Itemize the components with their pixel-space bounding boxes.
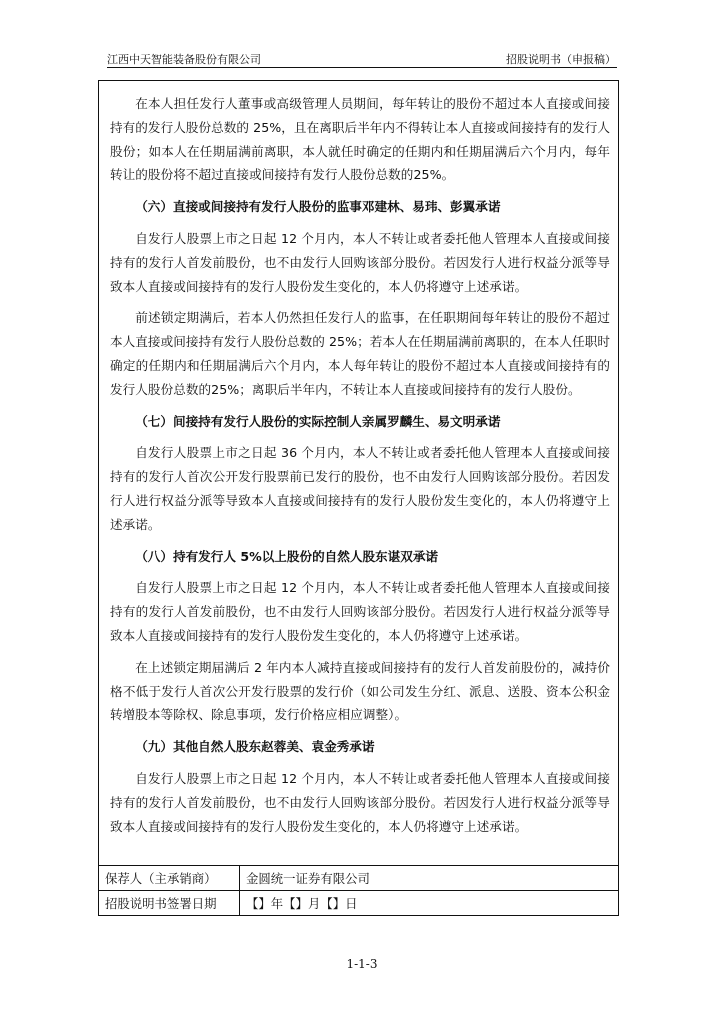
section-heading-9: （九）其他自然人股东赵蓉美、袁金秀承诺 xyxy=(135,739,375,755)
paragraph-7: 自发行人股票上市之日起 12 个月内，本人不转让或者委托他人管理本人直接或间接持有的发行人首发前股份，也不由发行人回购该部分股份。若因发行人进行权益分派等导致本人直接或间接持有的发行人股份发生变化的，本人仍将遵守上述承诺。 xyxy=(110,770,610,834)
info-table xyxy=(98,865,619,916)
section-heading-6: （六）直接或间接持有发行人股份的监事邓建林、易玮、彭翼承诺 xyxy=(135,199,501,215)
paragraph-3: 前述锁定期满后，若本人仍然担任发行人的监事，在任职期间每年转让的股份不超过本人直接或间接持有发行人股份总数的 25%；若本人在任期届满前离职的，在本人任职时确定的任期内和任期届满后六个月内，本人每年转让的股份不超过本人直接或间接持有的发行人股份总数的25%；离职后半年内，不转让本人直接或间接持有的发行人股份。 xyxy=(110,310,611,397)
document-body xyxy=(110,92,610,846)
paragraph-4: 自发行人股票上市之日起 36 个月内，本人不转让或者委托他人管理本人直接或间接持有的发行人首次公开发行股票前已发行的股份，也不由发行人回购该部分股份。若因发行人进行权益分派等导致本人直接或间接持有的发行人股份发生变化的，本人仍将遵守上述承诺。 xyxy=(110,445,610,532)
paragraph-6: 在上述锁定期届满后 2 年内本人减持直接或间接持有的发行人首发前股份的，减持价格不低于发行人首次公开发行股票的发行价（如公司发生分红、派息、送股、资本公积金转增股本等除权、除息事项，发行价格应相应调整）。 xyxy=(110,659,610,723)
header-divider xyxy=(107,67,617,68)
signing-date-value: 【】年【】月【】日 xyxy=(240,891,619,916)
table-row xyxy=(99,891,619,916)
header-doc-type: 招股说明书（申报稿） xyxy=(506,53,616,66)
page-number: 1-1-3 xyxy=(346,957,378,971)
table-row xyxy=(99,866,619,891)
paragraph-5: 自发行人股票上市之日起 12 个月内，本人不转让或者委托他人管理本人直接或间接持有的发行人首发前股份，也不由发行人回购该部分股份。若因发行人进行权益分派等导致本人直接或间接持有的发行人股份发生变化的，本人仍将遵守上述承诺。 xyxy=(110,580,610,643)
sponsor-value: 金圆统一证券有限公司 xyxy=(240,866,619,891)
section-heading-7: （七）间接持有发行人股份的实际控制人亲属罗麟生、易文明承诺 xyxy=(135,413,501,429)
sponsor-label: 保荐人（主承销商） xyxy=(99,866,240,891)
header-company: 江西中天智能装备股份有限公司 xyxy=(107,53,261,66)
paragraph-2: 自发行人股票上市之日起 12 个月内，本人不转让或者委托他人管理本人直接或间接持有的发行人首发前股份，也不由发行人回购该部分股份。若因发行人进行权益分派等导致本人直接或间接持有的发行人股份发生变化的，本人仍将遵守上述承诺。 xyxy=(110,230,610,294)
section-heading-8: （八）持有发行人 5%以上股份的自然人股东谌双承诺 xyxy=(135,548,439,564)
signing-date-label: 招股说明书签署日期 xyxy=(99,891,240,916)
paragraph-1: 在本人担任发行人董事或高级管理人员期间，每年转让的股份不超过本人直接或间接持有的发行人股份总数的 25%，且在离职后半年内不得转让本人直接或间接持有的发行人股份；如本人在任期届满前离职，本人就任时确定的任期内和任期届满后六个月内，每年转让的股份将不超过直接或间接持有发行人股份总数的25%。 xyxy=(110,96,611,183)
